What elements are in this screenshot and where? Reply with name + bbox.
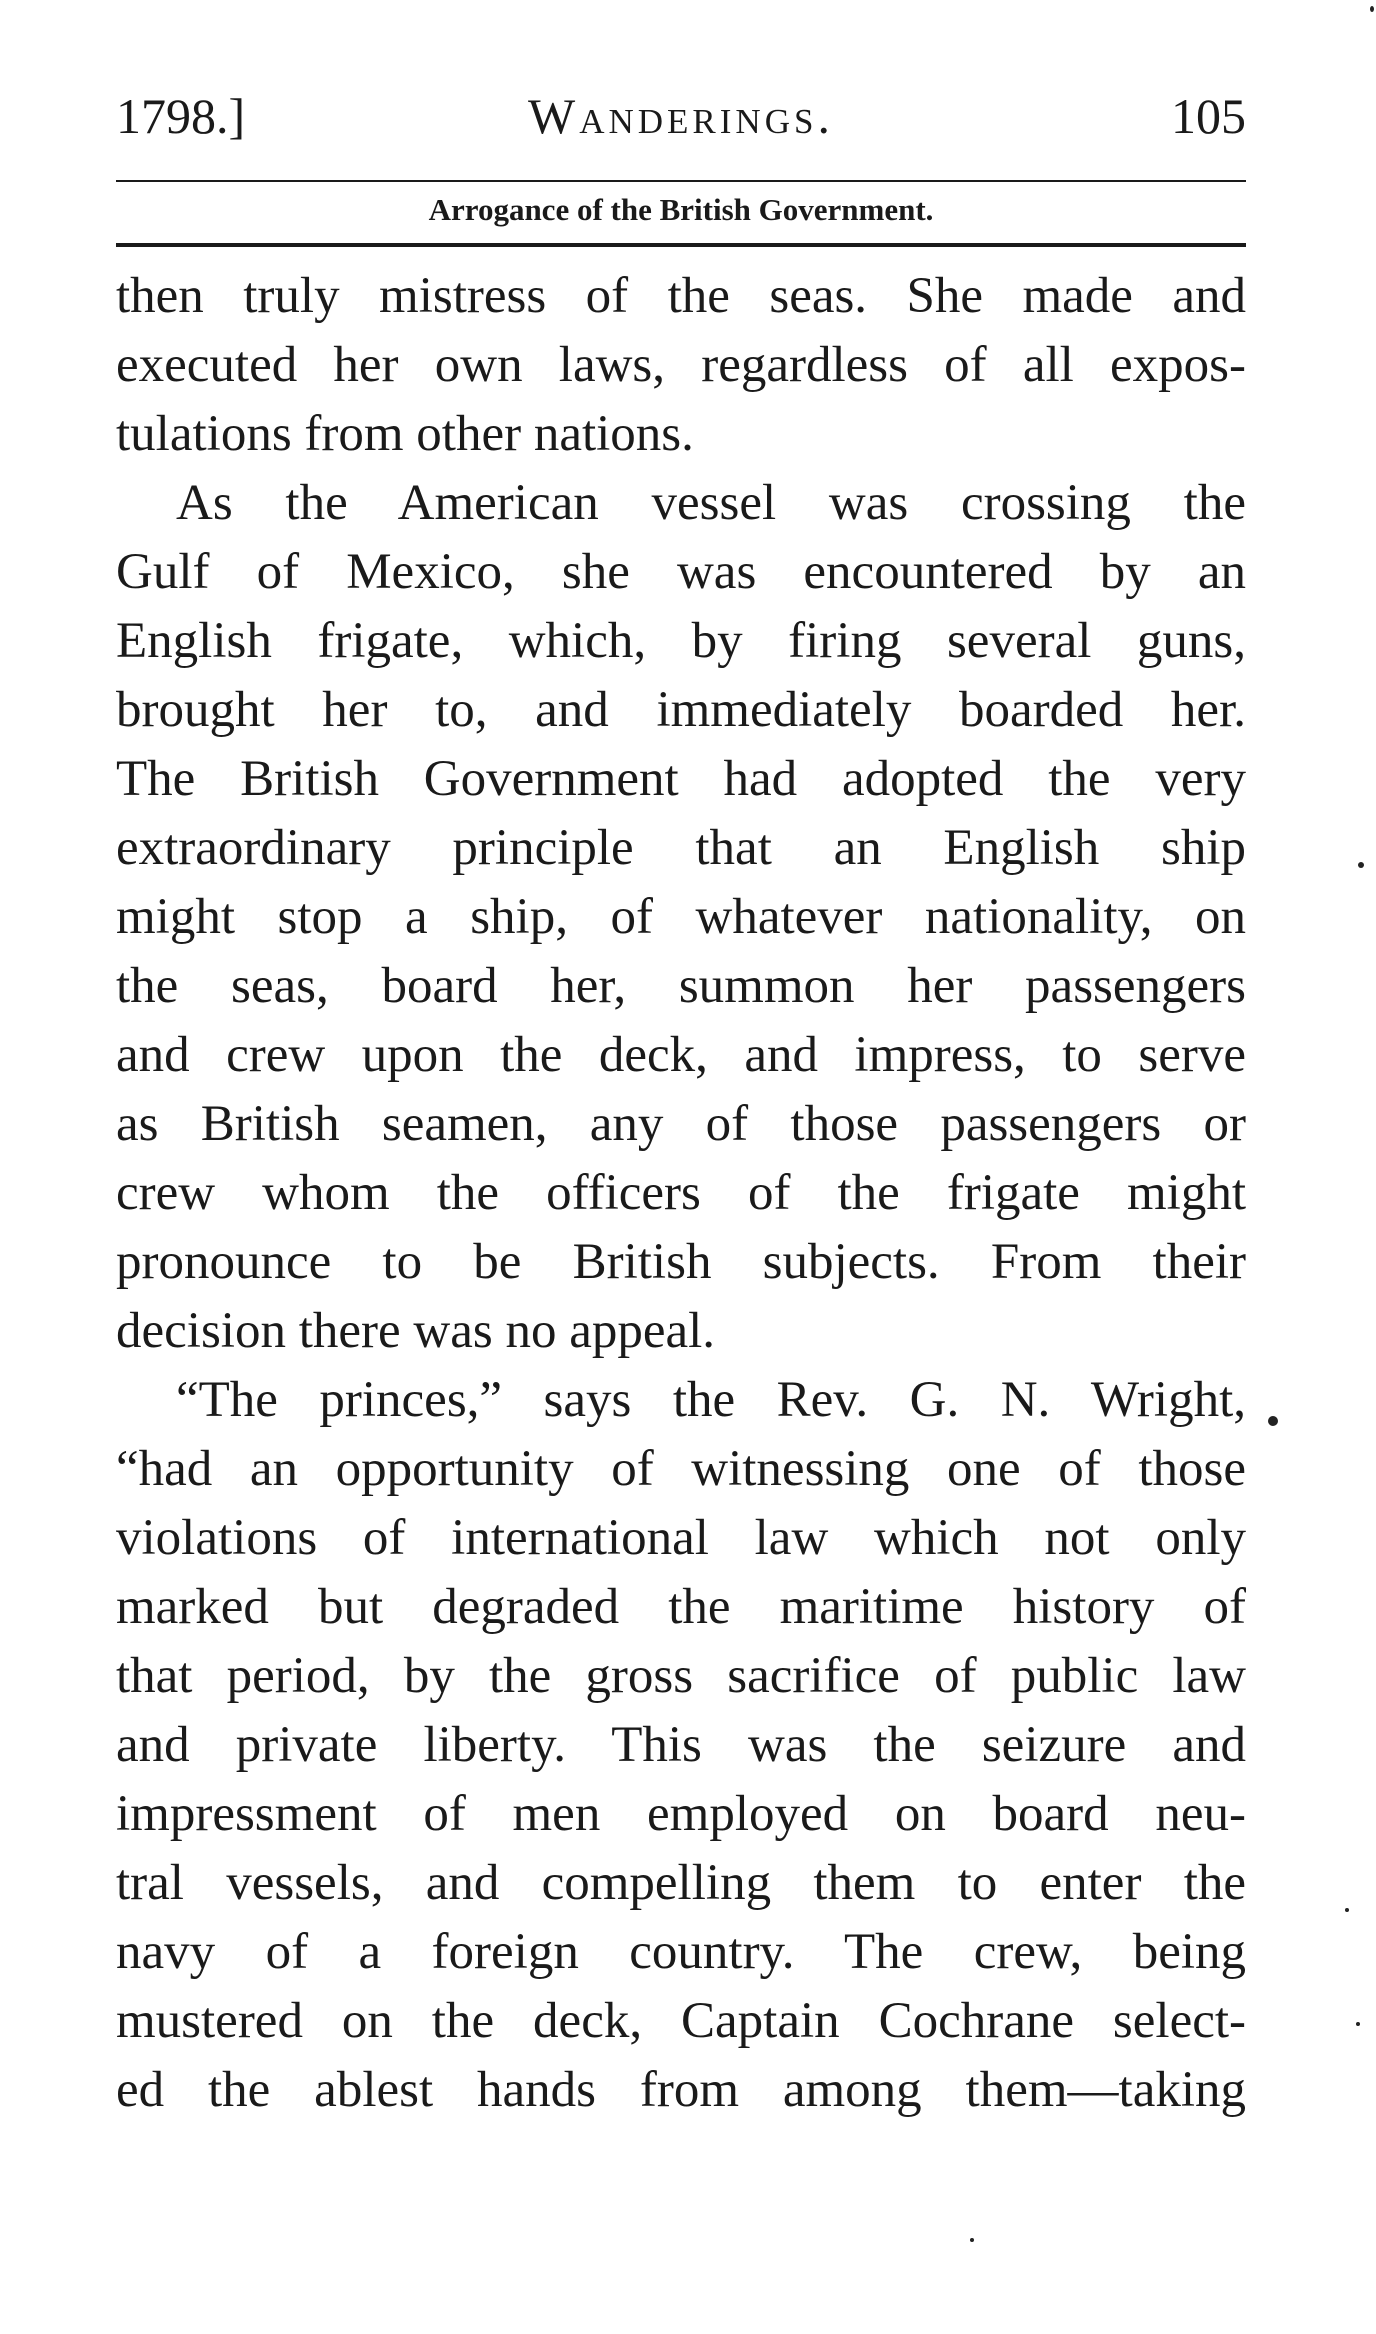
paper-speck: [1356, 2022, 1360, 2026]
text-line: mustered on the deck, Captain Cochrane select-: [116, 1993, 1246, 2049]
page-number: 105: [1171, 88, 1246, 144]
text-line: navy of a foreign country. The crew, being: [116, 1924, 1246, 1980]
text-line: impressment of men employed on board neu-: [116, 1786, 1246, 1842]
text-line: executed her own laws, regardless of all expos-: [116, 337, 1246, 393]
text-line: violations of international law which not only: [116, 1510, 1246, 1566]
text-line: and private liberty. This was the seizure and: [116, 1717, 1246, 1773]
text-line: tral vessels, and compelling them to enter the: [116, 1855, 1246, 1911]
text-line: pronounce to be British subjects. From their: [116, 1234, 1246, 1290]
text-line: “The princes,” says the Rev. G. N. Wright,: [176, 1372, 1246, 1428]
paper-speck: [1358, 862, 1364, 868]
section-subtitle: Arrogance of the British Government.: [428, 192, 934, 227]
body-text: [116, 262, 1246, 2125]
text-line: tulations from other nations.: [116, 406, 694, 462]
text-line: marked but degraded the maritime history of: [116, 1579, 1246, 1635]
text-line: English frigate, which, by firing several guns,: [116, 613, 1246, 669]
header-rule-bottom: [116, 243, 1246, 247]
text-line: brought her to, and immediately boarded her.: [116, 682, 1246, 738]
text-line: crew whom the officers of the frigate might: [116, 1165, 1246, 1221]
text-line: The British Government had adopted the very: [116, 751, 1246, 807]
text-line: “had an opportunity of witnessing one of those: [116, 1441, 1246, 1497]
text-line: Gulf of Mexico, she was encountered by an: [116, 544, 1246, 600]
header-title: Wanderings.: [528, 88, 834, 144]
header-rule-top: [116, 180, 1246, 182]
header-year: 1798.]: [116, 88, 246, 144]
text-line: then truly mistress of the seas. She made and: [116, 268, 1246, 324]
paper-speck: [1370, 6, 1374, 12]
text-line: that period, by the gross sacrifice of public law: [116, 1648, 1246, 1704]
text-line: extraordinary principle that an English ship: [116, 820, 1246, 876]
text-line: decision there was no appeal.: [116, 1303, 716, 1359]
paper-speck: [1345, 1908, 1349, 1912]
text-line: as British seamen, any of those passengers or: [116, 1096, 1246, 1152]
running-head: [116, 86, 1246, 146]
text-line: might stop a ship, of whatever nationality, on: [116, 889, 1246, 945]
text-line: As the American vessel was crossing the: [176, 475, 1246, 531]
text-line: ed the ablest hands from among them—taking: [116, 2062, 1246, 2118]
text-line: the seas, board her, summon her passengers: [116, 958, 1246, 1014]
paper-speck: [1268, 1416, 1278, 1426]
text-line: and crew upon the deck, and impress, to serve: [116, 1027, 1246, 1083]
paper-speck: [970, 2238, 974, 2242]
